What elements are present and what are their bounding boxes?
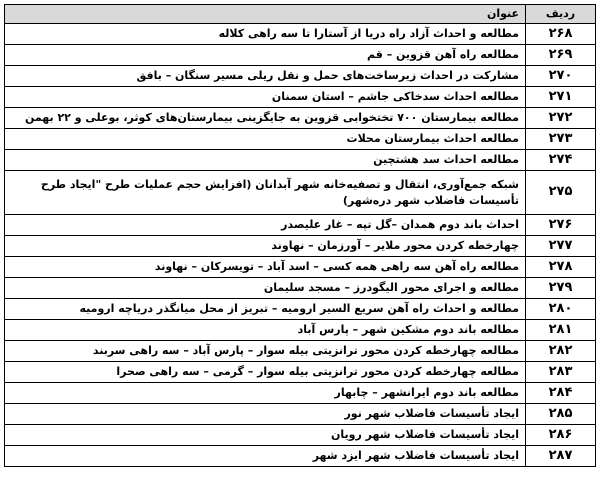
row-number: ۲۶۸ [526, 24, 596, 45]
table-row [5, 236, 596, 257]
row-number: ۲۷۱ [526, 87, 596, 108]
row-title: مطالعه احداث بیمارستان محلات [5, 129, 526, 150]
table-row [5, 24, 596, 45]
row-title: مشارکت در احداث زیرساخت‌های حمل و نقل ریلی مسیر سنگان – بافق [5, 66, 526, 87]
table-row [5, 341, 596, 362]
table-row [5, 278, 596, 299]
table-row [5, 45, 596, 66]
table-row [5, 215, 596, 236]
row-title: ایجاد تأسیسات فاضلاب شهر نور [5, 404, 526, 425]
projects-table [4, 4, 596, 467]
row-title: مطالعه و احداث آزاد راه دریا از آستارا تا سه راهی کلاله [5, 24, 526, 45]
row-number: ۲۷۲ [526, 108, 596, 129]
row-title: مطالعه احداث سد هشتچین [5, 150, 526, 171]
table-row [5, 66, 596, 87]
row-number: ۲۸۷ [526, 446, 596, 467]
row-number: ۲۷۰ [526, 66, 596, 87]
row-number: ۲۷۳ [526, 129, 596, 150]
table-row [5, 108, 596, 129]
table-header-row [5, 5, 596, 24]
row-title: چهارخطه کردن محور ملایر – آورزمان – نهاوند [5, 236, 526, 257]
row-title: مطالعه راه آهن سه راهی همه کسی – اسد آباد – تویسرکان – نهاوند [5, 257, 526, 278]
row-number: ۲۷۸ [526, 257, 596, 278]
table-row [5, 87, 596, 108]
row-title: شبکه جمع‌آوری، انتقال و تصفیه‌خانه شهر آبدانان (افزایش حجم عملیات طرح "ایجاد طرح تأسیسات فاضلاب شهر دره‌شهر) [5, 171, 526, 215]
row-number: ۲۸۳ [526, 362, 596, 383]
table-row [5, 425, 596, 446]
row-number: ۲۷۹ [526, 278, 596, 299]
table-row [5, 257, 596, 278]
row-title: مطالعه چهارخطه کردن محور ترانزیتی بیله سوار – پارس آباد – سه راهی سربند [5, 341, 526, 362]
header-row-number: ردیف [526, 5, 596, 24]
row-title: مطالعه راه آهن قزوین – قم [5, 45, 526, 66]
table-row [5, 320, 596, 341]
row-title: مطالعه احداث سدخاکی جاشم – استان سمنان [5, 87, 526, 108]
row-title: مطالعه بیمارستان ۷۰۰ تختخوابی قزوین به جایگزینی بیمارستان‌های کوثر، بوعلی و ۲۲ بهمن [5, 108, 526, 129]
table-row [5, 299, 596, 320]
row-title: مطالعه باند دوم مشکین شهر – پارس آباد [5, 320, 526, 341]
table-body [5, 24, 596, 467]
row-number: ۲۷۵ [526, 171, 596, 215]
row-title: مطالعه و اجرای محور الیگودرز – مسجد سلیمان [5, 278, 526, 299]
row-title: ایجاد تأسیسات فاضلاب شهر ایزد شهر [5, 446, 526, 467]
row-number: ۲۸۰ [526, 299, 596, 320]
document-page [4, 4, 596, 467]
row-title: احداث باند دوم همدان –گل تپه – غار علیصدر [5, 215, 526, 236]
row-title: ایجاد تأسیسات فاضلاب شهر رویان [5, 425, 526, 446]
row-title: مطالعه و احداث راه آهن سریع السیر ارومیه – تبریز از محل میانگذر دریاچه ارومیه [5, 299, 526, 320]
row-title: مطالعه باند دوم ایرانشهر – چابهار [5, 383, 526, 404]
row-number: ۲۷۴ [526, 150, 596, 171]
header-title: عنوان [5, 5, 526, 24]
table-row [5, 362, 596, 383]
row-number: ۲۸۵ [526, 404, 596, 425]
table-row [5, 150, 596, 171]
table-row [5, 446, 596, 467]
row-number: ۲۷۶ [526, 215, 596, 236]
row-number: ۲۸۱ [526, 320, 596, 341]
row-number: ۲۸۲ [526, 341, 596, 362]
row-number: ۲۸۶ [526, 425, 596, 446]
table-row [5, 171, 596, 215]
row-number: ۲۶۹ [526, 45, 596, 66]
table-row [5, 129, 596, 150]
table-row [5, 404, 596, 425]
row-number: ۲۸۴ [526, 383, 596, 404]
table-row [5, 383, 596, 404]
row-title: مطالعه چهارخطه کردن محور ترانزیتی بیله سوار – گرمی – سه راهی صحرا [5, 362, 526, 383]
row-number: ۲۷۷ [526, 236, 596, 257]
